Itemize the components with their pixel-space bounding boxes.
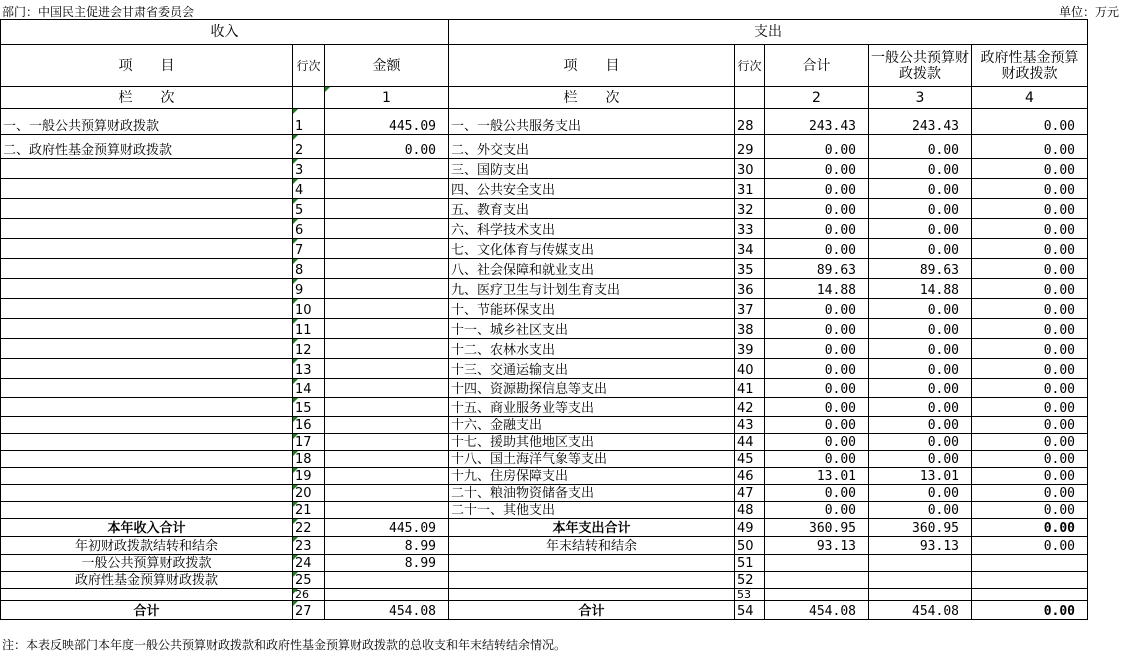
- income-amount: [325, 339, 449, 359]
- expense-line-no: 32: [735, 199, 765, 219]
- income-line-no: 12: [293, 339, 325, 359]
- table-row: [1, 339, 1088, 359]
- expense-empty-cell: [972, 555, 1088, 572]
- expense-line-51: 51: [735, 555, 765, 572]
- income-index-blank: [293, 87, 325, 109]
- income-item: [1, 339, 293, 359]
- expense-total-header: 合计: [765, 45, 869, 87]
- income-item: [1, 451, 293, 468]
- table-row: [1, 219, 1088, 239]
- expense-fund-budget: 0.00: [972, 135, 1088, 159]
- expense-fund-budget: 0.00: [972, 451, 1088, 468]
- expense-item: 十一、城乡社区支出: [449, 319, 735, 339]
- income-total-value: 445.09: [325, 519, 449, 537]
- expense-item: 十九、住房保障支出: [449, 468, 735, 485]
- expense-fund-budget: 0.00: [972, 159, 1088, 179]
- expense-empty-cell: [972, 572, 1088, 589]
- income-amount: [325, 502, 449, 519]
- expense-line-no: 33: [735, 219, 765, 239]
- expense-general-budget: 0.00: [869, 451, 972, 468]
- section-header-row: [1, 20, 1088, 45]
- expense-total: 0.00: [765, 451, 869, 468]
- expense-line-header: 行次: [735, 45, 765, 87]
- income-line-no: 3: [293, 159, 325, 179]
- expense-line-no: 43: [735, 417, 765, 434]
- carry-fund-value: [325, 572, 449, 589]
- table-row: [1, 485, 1088, 502]
- expense-item: 十六、金融支出: [449, 417, 735, 434]
- table-row: [1, 451, 1088, 468]
- expense-item: 六、科学技术支出: [449, 219, 735, 239]
- expense-general-budget: 14.88: [869, 279, 972, 299]
- expense-total-fund: 0.00: [972, 519, 1088, 537]
- table-row: [1, 398, 1088, 417]
- department-label: 部门：中国民主促进会甘肃省委员会: [2, 5, 195, 19]
- income-item: 二、政府性基金预算财政拨款: [1, 135, 293, 159]
- expense-general-budget: 0.00: [869, 485, 972, 502]
- grand-expense-fund: 0.00: [972, 601, 1088, 620]
- expense-empty-cell: [765, 589, 869, 601]
- expense-line-no: 40: [735, 359, 765, 379]
- expense-fund-header: 政府性基金预算财政拨款: [972, 45, 1088, 87]
- expense-item: 十七、援助其他地区支出: [449, 434, 735, 451]
- expense-line-52: 52: [735, 572, 765, 589]
- expense-line-no: 46: [735, 468, 765, 485]
- expense-general-budget: 243.43: [869, 109, 972, 135]
- expense-total: 14.88: [765, 279, 869, 299]
- expense-item: 十三、交通运输支出: [449, 359, 735, 379]
- expense-item: 四、公共安全支出: [449, 179, 735, 199]
- expense-fund-budget: 0.00: [972, 434, 1088, 451]
- income-item: [1, 219, 293, 239]
- expense-line-no: 31: [735, 179, 765, 199]
- expense-item: 十五、商业服务业等支出: [449, 398, 735, 417]
- income-line-no: 20: [293, 485, 325, 502]
- income-item: [1, 239, 293, 259]
- expense-total: 0.00: [765, 159, 869, 179]
- table-row: [1, 319, 1088, 339]
- expense-general-budget: 0.00: [869, 417, 972, 434]
- column-header-row: [1, 45, 1088, 87]
- expense-total-general: 360.95: [869, 519, 972, 537]
- expense-index-2: 2: [765, 87, 869, 109]
- expense-fund-budget: 0.00: [972, 259, 1088, 279]
- income-amount: [325, 259, 449, 279]
- expense-item: 八、社会保障和就业支出: [449, 259, 735, 279]
- grand-expense-line: 54: [735, 601, 765, 620]
- income-amount: [325, 379, 449, 398]
- income-line-no: 1: [293, 109, 325, 135]
- income-line-no: 11: [293, 319, 325, 339]
- grand-expense-label: 合计: [449, 601, 735, 620]
- expense-fund-budget: 0.00: [972, 417, 1088, 434]
- income-amount: [325, 279, 449, 299]
- expense-item: 九、医疗卫生与计划生育支出: [449, 279, 735, 299]
- table-row: [1, 109, 1088, 135]
- column-index-row: [1, 87, 1088, 109]
- income-item: [1, 379, 293, 398]
- expense-item: 一、一般公共服务支出: [449, 109, 735, 135]
- expense-item: 十四、资源勘探信息等支出: [449, 379, 735, 398]
- income-item: [1, 199, 293, 219]
- expense-total-value: 360.95: [765, 519, 869, 537]
- expense-fund-budget: 0.00: [972, 109, 1088, 135]
- carry-fund-line: 25: [293, 572, 325, 589]
- income-line-no: 4: [293, 179, 325, 199]
- expense-line-no: 41: [735, 379, 765, 398]
- expense-item-header: 项 目: [449, 45, 735, 87]
- expense-general-budget: 0.00: [869, 219, 972, 239]
- income-amount: [325, 239, 449, 259]
- expense-line-no: 37: [735, 299, 765, 319]
- income-item: 一、一般公共预算财政拨款: [1, 109, 293, 135]
- year-end-label: 年末结转和结余: [449, 537, 735, 555]
- income-line-no: 7: [293, 239, 325, 259]
- expense-fund-budget: 0.00: [972, 359, 1088, 379]
- income-amount: [325, 451, 449, 468]
- income-index-label: 栏 次: [1, 87, 293, 109]
- carry-general-label: 一般公共预算财政拨款: [1, 555, 293, 572]
- table-row: [1, 379, 1088, 398]
- expense-line-no: 35: [735, 259, 765, 279]
- expense-general-budget: 0.00: [869, 239, 972, 259]
- grand-expense-total: 454.08: [765, 601, 869, 620]
- income-line-no: 2: [293, 135, 325, 159]
- carryover-value: 8.99: [325, 537, 449, 555]
- income-index-1: 1: [325, 87, 449, 109]
- carry-fund-label: 政府性基金预算财政拨款: [1, 572, 293, 589]
- expense-total: 0.00: [765, 299, 869, 319]
- income-amount: [325, 417, 449, 434]
- expense-total: 0.00: [765, 219, 869, 239]
- income-line-no: 18: [293, 451, 325, 468]
- table-row: [1, 179, 1088, 199]
- expense-index-blank: [735, 87, 765, 109]
- income-item: [1, 398, 293, 417]
- expense-empty-cell: [449, 555, 735, 572]
- expense-item: 十、节能环保支出: [449, 299, 735, 319]
- grand-income-value: 454.08: [325, 601, 449, 620]
- budget-table: [0, 19, 1088, 620]
- table-row: [1, 359, 1088, 379]
- year-end-total: 93.13: [765, 537, 869, 555]
- expense-general-budget: 0.00: [869, 359, 972, 379]
- expense-total: 0.00: [765, 502, 869, 519]
- income-line-no: 9: [293, 279, 325, 299]
- year-end-general: 93.13: [869, 537, 972, 555]
- expense-item: 五、教育支出: [449, 199, 735, 219]
- income-line-no: 15: [293, 398, 325, 417]
- expense-index-4: 4: [972, 87, 1088, 109]
- income-item: [1, 502, 293, 519]
- unit-label: 单位：万元: [1058, 5, 1119, 19]
- income-total-line: 22: [293, 519, 325, 537]
- income-line-no: 21: [293, 502, 325, 519]
- table-row: [1, 135, 1088, 159]
- expense-item: 二十、粮油物资储备支出: [449, 485, 735, 502]
- income-item: [1, 359, 293, 379]
- table-row: [1, 279, 1088, 299]
- expense-empty-cell: [972, 589, 1088, 601]
- expense-total: 0.00: [765, 239, 869, 259]
- summary-row-carry-general: [1, 555, 1088, 572]
- income-line-header: 行次: [293, 45, 325, 87]
- expense-total: 0.00: [765, 485, 869, 502]
- grand-expense-general: 454.08: [869, 601, 972, 620]
- table-row: [1, 434, 1088, 451]
- expense-fund-budget: 0.00: [972, 468, 1088, 485]
- income-line-no: 14: [293, 379, 325, 398]
- income-line-no: 10: [293, 299, 325, 319]
- income-item: [1, 468, 293, 485]
- expense-fund-budget: 0.00: [972, 219, 1088, 239]
- income-amount: [325, 199, 449, 219]
- expense-empty-cell: [449, 589, 735, 601]
- expense-fund-budget: 0.00: [972, 299, 1088, 319]
- expense-line-no: 30: [735, 159, 765, 179]
- expense-fund-budget: 0.00: [972, 239, 1088, 259]
- expense-item: 二、外交支出: [449, 135, 735, 159]
- expense-general-budget: 0.00: [869, 339, 972, 359]
- expense-line-no: 36: [735, 279, 765, 299]
- expense-empty-cell: [449, 572, 735, 589]
- expense-item: 十二、农林水支出: [449, 339, 735, 359]
- expense-fund-budget: 0.00: [972, 179, 1088, 199]
- expense-line-no: 47: [735, 485, 765, 502]
- income-item: [1, 319, 293, 339]
- carry-general-line: 24: [293, 555, 325, 572]
- expense-line-no: 42: [735, 398, 765, 417]
- table-row: [1, 259, 1088, 279]
- income-amount: 445.09: [325, 109, 449, 135]
- income-item: [1, 434, 293, 451]
- summary-row-blank: [1, 589, 1088, 601]
- expense-general-budget: 0.00: [869, 319, 972, 339]
- expense-line-no: 39: [735, 339, 765, 359]
- summary-row-totals: [1, 519, 1088, 537]
- expense-total: 0.00: [765, 359, 869, 379]
- expense-line-no: 44: [735, 434, 765, 451]
- income-amount: 0.00: [325, 135, 449, 159]
- carry-general-value: 8.99: [325, 555, 449, 572]
- income-amount: [325, 434, 449, 451]
- income-amount: [325, 159, 449, 179]
- table-row: [1, 199, 1088, 219]
- table-note: 注：本表反映部门本年度一般公共预算财政拨款和政府性基金预算财政拨款的总收支和年末结转结余情况。: [2, 638, 567, 652]
- expense-general-budget: 13.01: [869, 468, 972, 485]
- carryover-line: 23: [293, 537, 325, 555]
- summary-row-carry-fund: [1, 572, 1088, 589]
- income-item: [1, 417, 293, 434]
- expense-fund-budget: 0.00: [972, 199, 1088, 219]
- income-line-no: 5: [293, 199, 325, 219]
- expense-general-budget: 0.00: [869, 199, 972, 219]
- expense-total: 0.00: [765, 135, 869, 159]
- expense-total: 0.00: [765, 417, 869, 434]
- expense-total: 13.01: [765, 468, 869, 485]
- expense-general-budget: 89.63: [869, 259, 972, 279]
- expense-line-no: 38: [735, 319, 765, 339]
- expense-fund-budget: 0.00: [972, 502, 1088, 519]
- income-item: [1, 179, 293, 199]
- income-item: [1, 159, 293, 179]
- income-amount: [325, 485, 449, 502]
- expense-fund-budget: 0.00: [972, 279, 1088, 299]
- expense-general-budget: 0.00: [869, 379, 972, 398]
- expense-empty-cell: [869, 589, 972, 601]
- expense-line-no: 45: [735, 451, 765, 468]
- year-end-line: 50: [735, 537, 765, 555]
- grand-income-line: 27: [293, 601, 325, 620]
- income-amount: [325, 179, 449, 199]
- grand-income-label: 合计: [1, 601, 293, 620]
- income-amount: [325, 319, 449, 339]
- expense-total: 0.00: [765, 379, 869, 398]
- expense-total: 243.43: [765, 109, 869, 135]
- income-line-no: 19: [293, 468, 325, 485]
- table-row: [1, 468, 1088, 485]
- expense-item: 二十一、其他支出: [449, 502, 735, 519]
- expense-empty-cell: [765, 555, 869, 572]
- expense-total: 0.00: [765, 319, 869, 339]
- income-item: [1, 279, 293, 299]
- income-line-no: 6: [293, 219, 325, 239]
- income-line-no: 16: [293, 417, 325, 434]
- expense-fund-budget: 0.00: [972, 339, 1088, 359]
- expense-item: 三、国防支出: [449, 159, 735, 179]
- income-item: [1, 299, 293, 319]
- income-line-no: 8: [293, 259, 325, 279]
- table-row: [1, 159, 1088, 179]
- income-line-no: 13: [293, 359, 325, 379]
- expense-index-label: 栏 次: [449, 87, 735, 109]
- expense-total: 0.00: [765, 434, 869, 451]
- expense-total: 0.00: [765, 179, 869, 199]
- expense-general-budget: 0.00: [869, 434, 972, 451]
- expense-index-3: 3: [869, 87, 972, 109]
- expense-empty-cell: [869, 555, 972, 572]
- blank-line: 26: [293, 589, 325, 601]
- expense-empty-cell: [765, 572, 869, 589]
- expense-empty-cell: [869, 572, 972, 589]
- income-amount: [325, 359, 449, 379]
- expense-fund-budget: 0.00: [972, 485, 1088, 502]
- expense-section-title: 支出: [449, 20, 1088, 45]
- expense-total-line: 49: [735, 519, 765, 537]
- summary-row-carryover: [1, 537, 1088, 555]
- expense-total: 0.00: [765, 199, 869, 219]
- expense-fund-budget: 0.00: [972, 398, 1088, 417]
- income-amount: [325, 468, 449, 485]
- income-amount: [325, 398, 449, 417]
- expense-line-no: 48: [735, 502, 765, 519]
- expense-general-budget: 0.00: [869, 502, 972, 519]
- expense-fund-budget: 0.00: [972, 319, 1088, 339]
- expense-line-no: 34: [735, 239, 765, 259]
- expense-fund-budget: 0.00: [972, 379, 1088, 398]
- income-amount: [325, 219, 449, 239]
- income-total-label: 本年收入合计: [1, 519, 293, 537]
- expense-line-no: 28: [735, 109, 765, 135]
- expense-item: 十八、国土海洋气象等支出: [449, 451, 735, 468]
- income-line-no: 17: [293, 434, 325, 451]
- income-section-title: 收入: [1, 20, 449, 45]
- expense-item: 七、文化体育与传媒支出: [449, 239, 735, 259]
- income-item: [1, 485, 293, 502]
- table-row: [1, 417, 1088, 434]
- expense-general-budget: 0.00: [869, 299, 972, 319]
- expense-line-53: 53: [735, 589, 765, 601]
- expense-total: 0.00: [765, 398, 869, 417]
- carryover-label: 年初财政拨款结转和结余: [1, 537, 293, 555]
- income-item-header: 项 目: [1, 45, 293, 87]
- expense-total: 89.63: [765, 259, 869, 279]
- expense-general-header: 一般公共预算财政拨款: [869, 45, 972, 87]
- income-amount: [325, 299, 449, 319]
- blank-label: [1, 589, 293, 601]
- table-row: [1, 299, 1088, 319]
- blank-value: [325, 589, 449, 601]
- expense-total-label: 本年支出合计: [449, 519, 735, 537]
- expense-line-no: 29: [735, 135, 765, 159]
- year-end-fund: 0.00: [972, 537, 1088, 555]
- income-amount-header: 金额: [325, 45, 449, 87]
- grand-total-row: [1, 601, 1088, 620]
- table-row: [1, 239, 1088, 259]
- expense-total: 0.00: [765, 339, 869, 359]
- expense-general-budget: 0.00: [869, 179, 972, 199]
- expense-general-budget: 0.00: [869, 398, 972, 417]
- table-row: [1, 502, 1088, 519]
- expense-general-budget: 0.00: [869, 135, 972, 159]
- income-item: [1, 259, 293, 279]
- expense-general-budget: 0.00: [869, 159, 972, 179]
